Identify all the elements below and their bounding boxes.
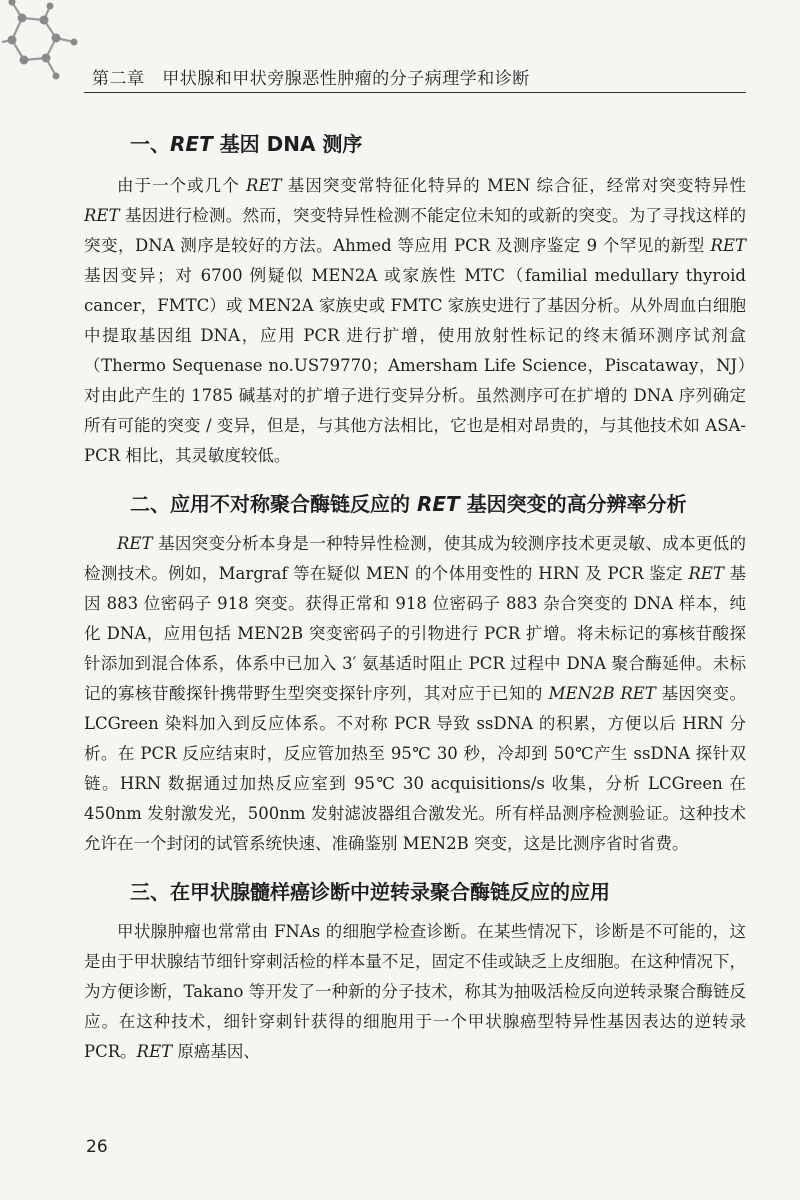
section-paragraph-2: RET 基因突变分析本身是一种特异性检测，使其成为较测序技术更灵敏、成本更低的检测技术。例如，Margraf 等在疑似 MEN 的个体用变性的 HRN 及 PCR 鉴定 RET 基因 883 位密码子 918 突变。获得正常和 918 位密码子 883 杂合突变的 DNA 样本，纯化 DNA，应用包括 MEN2B 突变密码子的引物进行 PCR 扩增。将未标记的寡核苷酸探针添加到混合体系，体系中已加入 3′ 氨基适时阻止 PCR 过程中 DNA 聚合酶延伸。未标记的寡核苷酸探针携带野生型突变探针序列，其对应于已知的 MEN2B RET 基因突变。LCGreen 染料加入到反应体系。不对称 PCR 导致 ssDNA 的积累，方便以后 HRN 分析。在 PCR 反应结束时，反应管加热至 95℃ 30 秒，冷却到 50℃产生 ssDNA 探针双链。HRN 数据通过加热反应室到 95℃ 30 acquisitions/s 收集，分析 LCGreen 在 450nm 发射激发光，500nm 发射滤波器组合激发光。所有样品测序检测验证。这种技术允许在一个封闭的试管系统快速、准确鉴别 MEN2B 突变，这是比测序省时省费。 [84, 534, 747, 853]
chapter-label: 第二章 [92, 69, 145, 89]
header-rule [84, 92, 746, 93]
page-body [84, 125, 746, 1067]
section-heading-1: 一、RET 基因 DNA 测序 [130, 132, 363, 156]
section-heading-3: 三、在甲状腺髓样癌诊断中逆转录聚合酶链反应的应用 [130, 880, 610, 904]
section-paragraph-3: 甲状腺肿瘤也常常由 FNAs 的细胞学检查诊断。在某些情况下，诊断是不可能的，这是由于甲状腺结节细针穿刺活检的样本量不足，固定不佳或缺乏上皮细胞。在这种情况下，为方便诊断，Takano 等开发了一种新的分子技术，称其为抽吸活检反向逆转录聚合酶链反应。在这种技术，细针穿刺针获得的细胞用于一个甲状腺癌型特异性基因表达的逆转录 PCR。RET 原癌基因、 [84, 922, 746, 1061]
page-number: 26 [86, 1137, 108, 1157]
chapter-title: 甲状腺和甲状旁腺恶性肿瘤的分子病理学和诊断 [162, 69, 530, 89]
section-paragraph-1: 由于一个或几个 RET 基因突变常特征化特异的 MEN 综合征，经常对突变特异性 RET 基因进行检测。然而，突变特异性检测不能定位未知的或新的突变。为了寻找这样的突变，DNA 测序是较好的方法。Ahmed 等应用 PCR 及测序鉴定 9 个罕见的新型 RET 基因变异；对 6700 例疑似 MEN2A 或家族性 MTC（familial medullary thyroid cancer，FMTC）或 MEN2A 家族史或 FMTC 家族史进行了基因分析。从外周血白细胞中提取基因组 DNA，应用 PCR 进行扩增，使用放射性标记的终末循环测序试剂盒（Thermo Sequenase no.US79770；Amersham Life Science，Piscataway，NJ）对由此产生的 1785 碱基对的扩增子进行变异分析。虽然测序可在扩增的 DNA 序列确定所有可能的突变 / 变异，但是，与其他方法相比，它也是相对昂贵的，与其他技术如 ASA-PCR 相比，其灵敏度较低。 [84, 176, 746, 465]
running-header [92, 64, 747, 89]
section-heading-2: 二、应用不对称聚合酶链反应的 RET 基因突变的高分辨率分析 [130, 492, 687, 516]
molecule-icon [0, 0, 90, 90]
